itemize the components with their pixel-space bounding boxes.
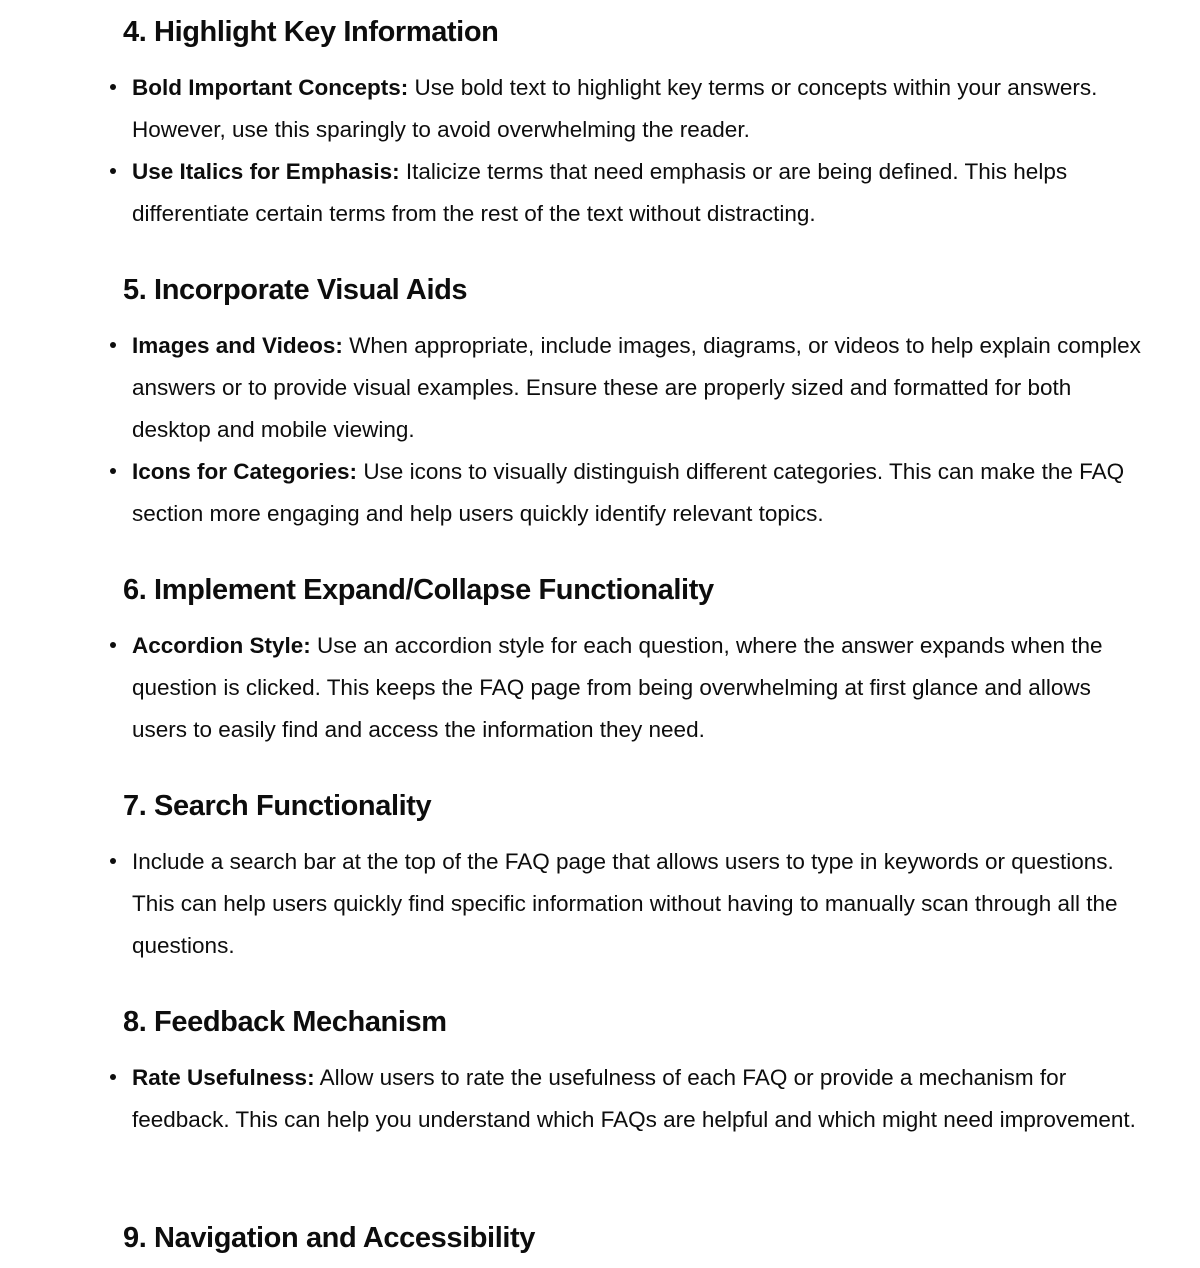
bullet-list [0,625,1200,751]
bullet-icon [110,342,116,348]
section-heading: 8. Feedback Mechanism [123,1006,447,1038]
section-navigation-accessibility [0,1220,1200,1256]
bullet-term: Images and Videos: [132,333,343,358]
section-incorporate-visual-aids [0,272,1200,535]
section-heading: 5. Incorporate Visual Aids [123,274,468,306]
bullet-term: Bold Important Concepts: [132,75,409,100]
bullet-term: Icons for Categories: [132,459,358,484]
bullet-text: When appropriate, include images, diagrams, or videos to help explain complex answers or to provide visual examples. Ensure these are properly sized and formatted for both desktop and mobile viewing. [132,333,1141,442]
list-item [0,151,1200,235]
bullet-text: Use bold text to highlight key terms or concepts within your answers. However, use this sparingly to avoid overwhelming the reader. [132,75,1098,142]
section-heading: 7. Search Functionality [123,790,432,822]
bullet-text: Italicize terms that need emphasis or are being defined. This helps differentiate certain terms from the rest of the text without distracting. [132,159,1068,226]
bullet-term: Accordion Style: [132,633,311,658]
list-item [0,325,1200,451]
bullet-icon [110,1074,116,1080]
bullet-icon [110,168,116,174]
bullet-icon [110,642,116,648]
bullet-text: Use an accordion style for each question, where the answer expands when the question is clicked. This keeps the FAQ page from being overwhelming at first glance and allows users to easily find and access the information they need. [132,633,1103,742]
bullet-list [0,67,1200,235]
bullet-term: Rate Usefulness: [132,1065,315,1090]
bullet-list [0,1057,1200,1141]
bullet-icon [110,468,116,474]
section-heading: 6. Implement Expand/Collapse Functionality [123,574,714,606]
bullet-term: Use Italics for Emphasis: [132,159,400,184]
bullet-list [0,841,1200,967]
section-highlight-key-information [0,14,1200,235]
bullet-text: Allow users to rate the usefulness of each FAQ or provide a mechanism for feedback. This can help you understand which FAQs are helpful and which might need improvement. [132,1065,1136,1132]
list-item [0,67,1200,151]
section-heading: 9. Navigation and Accessibility [123,1222,535,1254]
bullet-icon [110,858,116,864]
list-item [0,625,1200,751]
bullet-text: Include a search bar at the top of the FAQ page that allows users to type in keywords or questions. This can help users quickly find specific information without having to manually scan through all the questions. [132,849,1118,958]
bullet-icon [110,84,116,90]
bullet-text: Use icons to visually distinguish different categories. This can make the FAQ section more engaging and help users quickly identify relevant topics. [132,459,1125,526]
list-item [0,1057,1200,1141]
list-item [0,451,1200,535]
section-search-functionality [0,788,1200,967]
list-item [0,841,1200,967]
bullet-list [0,325,1200,535]
section-feedback-mechanism [0,1004,1200,1141]
section-expand-collapse [0,572,1200,751]
section-heading: 4. Highlight Key Information [123,16,499,48]
